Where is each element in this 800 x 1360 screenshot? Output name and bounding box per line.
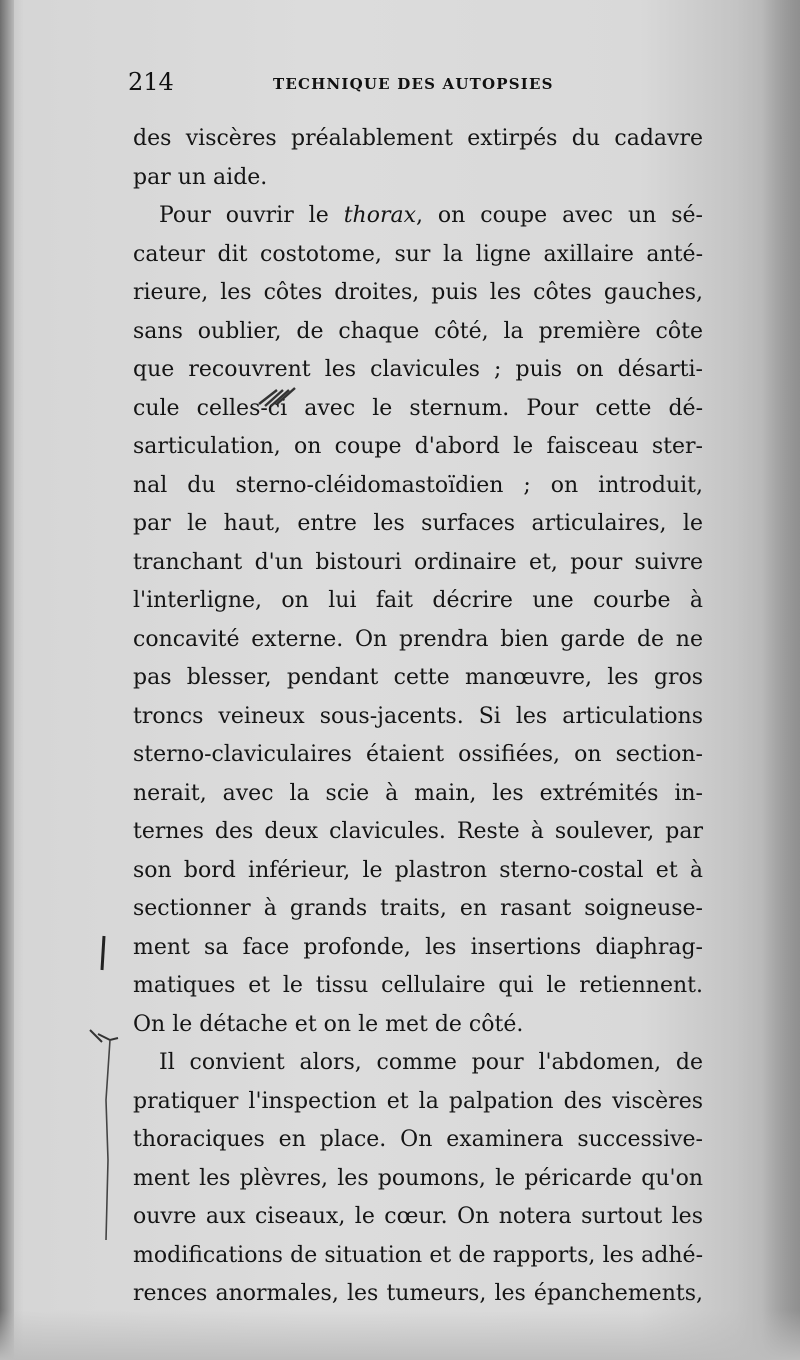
text-line: pas blesser, pendant cette manœuvre, les gros <box>133 665 703 690</box>
text-line: Il convient alors, comme pour l'abdomen, de <box>159 1050 703 1075</box>
text-line: sans oublier, de chaque côté, la première côte <box>133 318 703 344</box>
text-line: troncs veineux sous-jacents. Si les articulations <box>133 703 703 729</box>
page-header <box>128 68 698 104</box>
text-line: matiques et le tissu cellulaire qui le retiennent. <box>133 973 703 998</box>
text-line: cule celles-ci avec le sternum. Pour cette dé- <box>133 395 703 421</box>
margin-pencil-annotation <box>88 930 128 1260</box>
text-line: par le haut, entre les surfaces articulaires, le <box>133 511 703 536</box>
text-line: rences anormales, les tumeurs, les épanchements, <box>133 1281 703 1306</box>
text-line: modifications de situation et de rapports, les adhé- <box>133 1242 703 1268</box>
text-line: ment sa face profonde, les insertions diaphrag- <box>133 934 703 960</box>
text-line: pratiquer l'inspection et la palpation des viscères <box>133 1088 703 1114</box>
page-number: 214 <box>128 68 174 96</box>
text-line: On le détache et on le met de côté. <box>133 1011 524 1037</box>
italic-word: thorax <box>343 203 416 228</box>
text-line: nal du sterno-cléidomastoïdien ; on introduit, <box>133 472 703 498</box>
text-line: sectionner à grands traits, en rasant soigneuse- <box>133 896 703 921</box>
text-line: tranchant d'un bistouri ordinaire et, pour suivre <box>133 549 703 575</box>
body-text <box>133 120 703 1314</box>
text-line: par un aide. <box>133 164 268 190</box>
text-line: son bord inférieur, le plastron sterno-costal et à <box>133 857 703 883</box>
text-line: ment les plèvres, les poumons, le péricarde qu'on <box>133 1165 703 1191</box>
pencil-strike-mark <box>255 384 307 408</box>
text-line: nerait, avec la scie à main, les extrémités in- <box>133 780 703 806</box>
text-line: ternes des deux clavicules. Reste à soulever, par <box>133 819 703 844</box>
text-line: sarticulation, on coupe d'abord le faisceau ster- <box>133 434 703 459</box>
text-line: cateur dit costotome, sur la ligne axillaire anté- <box>133 241 703 267</box>
text-line-with-italic: Pour ouvrir le thorax, on coupe avec un sé- <box>159 203 703 228</box>
text-line: rieure, les côtes droites, puis les côtes gauches, <box>133 280 703 305</box>
page-edge-shadow <box>762 0 800 1360</box>
text-line: ouvre aux ciseaux, le cœur. On notera surtout les <box>133 1204 703 1229</box>
text-line: concavité externe. On prendra bien garde de ne <box>133 626 703 652</box>
text-line: que recouvrent les clavicules ; puis on désarti- <box>133 357 703 382</box>
text-line: sterno-claviculaires étaient ossifiées, on section- <box>133 742 703 767</box>
page-bottom-shadow <box>0 1310 800 1360</box>
page-gutter-shadow <box>0 0 14 1360</box>
running-head: TECHNIQUE DES AUTOPSIES <box>273 75 554 93</box>
text-line: des viscères préalablement extirpés du cadavre <box>133 126 703 151</box>
text-line: l'interligne, on lui fait décrire une courbe à <box>133 588 703 613</box>
text-line: thoraciques en place. On examinera successive- <box>133 1127 703 1152</box>
